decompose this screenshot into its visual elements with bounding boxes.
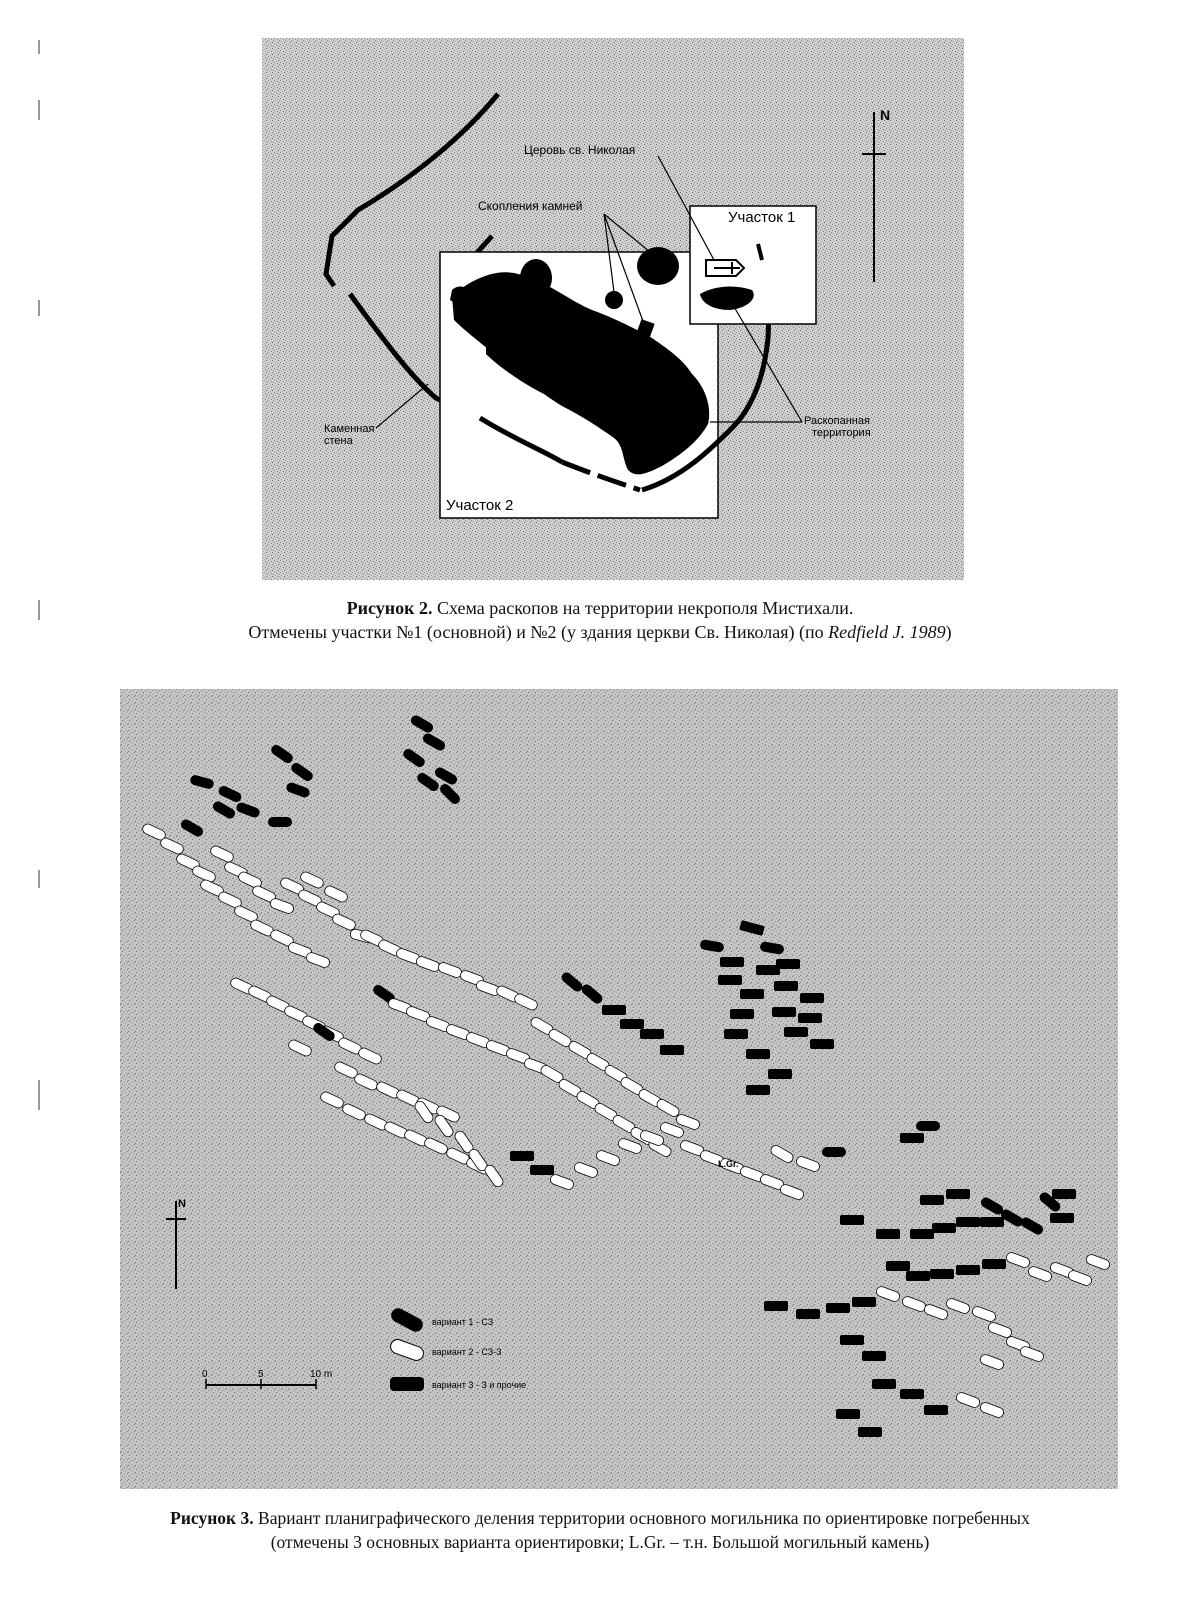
- figure-2-caption-text: Отмечены участки №1 (основной) и №2 (у здания церкви Св. Николая) (по: [248, 622, 829, 642]
- church-label: Церовь св. Николая: [524, 143, 636, 157]
- grave-variant-3: [852, 1297, 876, 1307]
- grave-variant-3: [740, 989, 764, 999]
- legend-label-variant-3: вариант 3 - З и прочие: [432, 1380, 527, 1390]
- legend-swatch-variant-3: [390, 1377, 424, 1391]
- grave-variant-3: [724, 1029, 748, 1039]
- grave-variant-3: [980, 1217, 1004, 1227]
- grave-variant-3: [530, 1165, 554, 1175]
- grave-variant-3: [776, 959, 800, 969]
- big-grave-stone-label: L.Gr.: [718, 1159, 739, 1169]
- grave-variant-3: [772, 1007, 796, 1017]
- figure-3-burial-plan: [120, 689, 1118, 1489]
- figure-2-caption: [0, 596, 1200, 644]
- grave-variant-3: [764, 1301, 788, 1311]
- scan-margin-mark: [38, 300, 40, 316]
- grave-variant-1: [822, 1147, 846, 1157]
- stone-cluster: [605, 291, 623, 309]
- plan-background: [120, 689, 1118, 1489]
- grave-variant-3: [810, 1039, 834, 1049]
- grave-variant-3: [862, 1351, 886, 1361]
- grave-variant-3: [768, 1069, 792, 1079]
- grave-variant-3: [982, 1259, 1006, 1269]
- grave-variant-3: [932, 1223, 956, 1233]
- grave-variant-3: [836, 1409, 860, 1419]
- figure-3-caption-label: Рисунок 3.: [170, 1508, 254, 1528]
- north-label: N: [178, 1198, 186, 1210]
- grave-variant-3: [840, 1215, 864, 1225]
- grave-variant-3: [746, 1049, 770, 1059]
- grave-variant-3: [956, 1265, 980, 1275]
- scan-margin-mark: [38, 870, 40, 888]
- grave-variant-3: [858, 1427, 882, 1437]
- figure-3-caption-line1: [0, 1506, 1200, 1530]
- grave-variant-3: [602, 1005, 626, 1015]
- figure-3-caption-text: Вариант планиграфического деления территории основного могильника по ориентировке погребенных: [253, 1508, 1030, 1528]
- figure-2-caption-label: Рисунок 2.: [346, 598, 433, 618]
- figure-2-excavation-map: [262, 38, 964, 580]
- figure-2-caption-text: ): [945, 622, 952, 642]
- plot-2-label: Участок 2: [446, 497, 514, 514]
- grave-variant-1: [916, 1121, 940, 1131]
- grave-variant-3: [746, 1085, 770, 1095]
- grave-variant-3: [730, 1009, 754, 1019]
- plot-1-label: Участок 1: [728, 209, 796, 226]
- grave-variant-3: [510, 1151, 534, 1161]
- grave-variant-3: [1050, 1213, 1074, 1223]
- grave-variant-3: [906, 1271, 930, 1281]
- grave-variant-3: [930, 1269, 954, 1279]
- grave-variant-3: [840, 1335, 864, 1345]
- grave-variant-3: [798, 1013, 822, 1023]
- grave-variant-3: [796, 1309, 820, 1319]
- grave-variant-3: [720, 957, 744, 967]
- figure-2-caption-citation: Redfield J. 1989: [828, 622, 946, 642]
- excavated-label-line2: территория: [812, 427, 871, 439]
- stone-wall-label-line1: Каменная: [324, 423, 375, 435]
- scale-label-mid: 5: [258, 1369, 264, 1380]
- excavated-area-blob: [520, 259, 552, 297]
- scale-label-zero: 0: [202, 1369, 208, 1380]
- grave-variant-3: [718, 975, 742, 985]
- stone-wall-label-line2: стена: [324, 435, 353, 447]
- grave-variant-3: [886, 1261, 910, 1271]
- grave-variant-3: [924, 1405, 948, 1415]
- grave-variant-3: [784, 1027, 808, 1037]
- grave-variant-3: [946, 1189, 970, 1199]
- grave-variant-3: [774, 981, 798, 991]
- grave-variant-3: [920, 1195, 944, 1205]
- church-icon: [706, 260, 744, 276]
- legend-label-variant-2: вариант 2 - СЗ-З: [432, 1347, 502, 1357]
- grave-variant-3: [900, 1389, 924, 1399]
- grave-variant-3: [620, 1019, 644, 1029]
- excavated-area-blob: [637, 247, 679, 285]
- excavated-label-line1: Раскопанная: [804, 415, 870, 427]
- grave-variant-1: [268, 817, 292, 827]
- grave-variant-3: [872, 1379, 896, 1389]
- figure-2-caption-line1: [0, 596, 1200, 620]
- grave-variant-3: [800, 993, 824, 1003]
- figure-3-caption-line2: (отмечены 3 основных варианта ориентировки; L.Gr. – т.н. Большой могильный камень): [270, 1532, 930, 1552]
- grave-variant-3: [900, 1133, 924, 1143]
- scan-margin-mark: [38, 40, 40, 54]
- figure-2-caption-line2: [0, 620, 1200, 644]
- scale-label-end: 10 m: [310, 1369, 333, 1380]
- legend-label-variant-1: вариант 1 - СЗ: [432, 1317, 494, 1327]
- north-label: N: [880, 107, 891, 123]
- scan-margin-mark: [38, 1080, 40, 1110]
- grave-variant-3: [956, 1217, 980, 1227]
- grave-variant-3: [640, 1029, 664, 1039]
- grave-variant-3: [910, 1229, 934, 1239]
- scan-margin-mark: [38, 100, 40, 120]
- figure-3-caption: [0, 1506, 1200, 1554]
- grave-variant-3: [660, 1045, 684, 1055]
- grave-variant-3: [876, 1229, 900, 1239]
- stones-label: Скопления камней: [478, 199, 583, 213]
- grave-variant-3: [826, 1303, 850, 1313]
- grave-variant-3: [1052, 1189, 1076, 1199]
- figure-2-caption-text: Схема раскопов на территории некрополя Мистихали.: [432, 598, 854, 618]
